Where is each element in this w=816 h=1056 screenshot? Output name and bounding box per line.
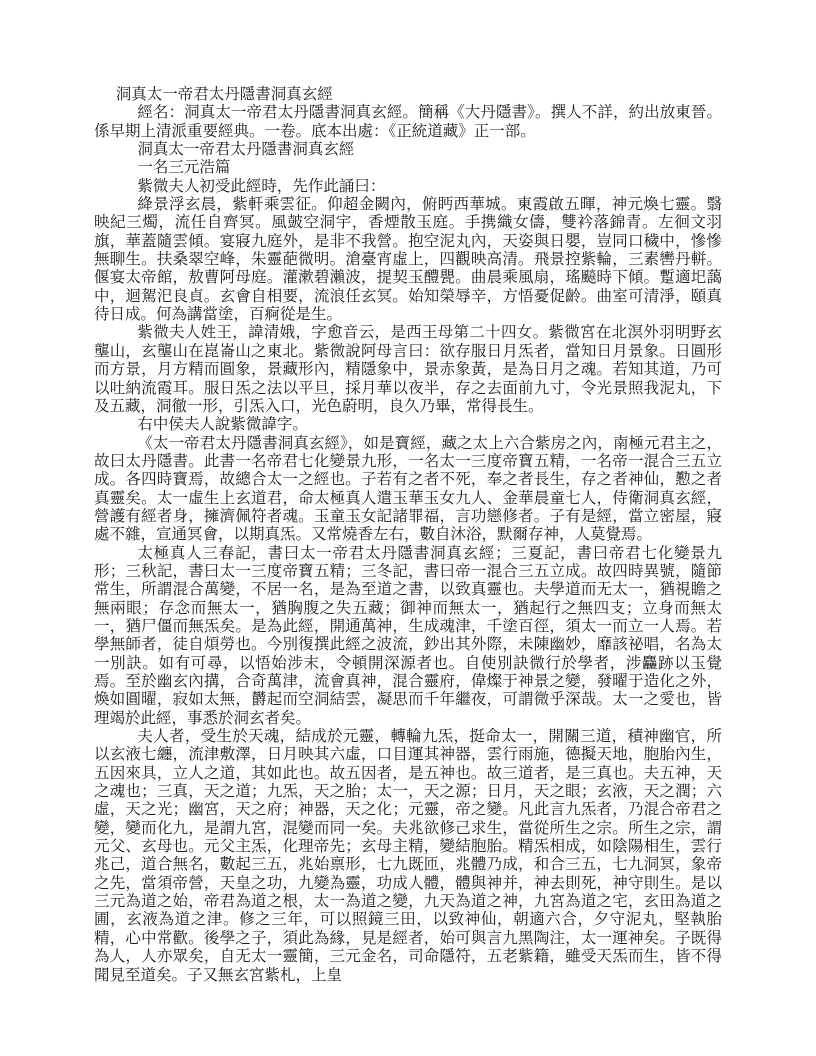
paragraph: 紫微夫人姓王，諱清娥，字愈音云，是西王母第二十四女。紫微宮在北溟外羽明野玄壟山，玄壟山在崑崙山之東北。紫微說阿母言曰：欲存服日月炁者，當知日月景象。日圓形而方景，月方精而圓象，景藏形內，精隱象中，景赤象黃，是為日月之魂。若知其道，乃可以吐納流霞耳。服日炁之法以平旦，採月華以夜半，存之去面前九寸，令光景照我泥丸，下及五藏，洞徹一形，引炁入口，光色蔚明，良久乃畢，常得長生。 bbox=[94, 324, 722, 415]
paragraph: 太極真人三春記，書曰太一帝君太丹隱書洞真玄經；三夏記，書曰帝君七化變景九形；三秋記，書曰太一三度帝寶五精；三冬記，書曰帝一混合三五立成。故四時異號，隨節常生，所謂混合萬變，不居一名，是為至道之書，以致真靈也。夫學道而无太一，猶視瞻之無兩眼；存念而無太一，猶胸腹之失五藏；御神而無太一，猶起行之無四支；立身而無太一，猶尸僵而無炁矣。是為此經，開通萬神，生成魂津，千塗百徑，須太一而立一人焉。若學無師者，徒自煩勞也。今別復撰此經之波流，鈔出其外際，未陳幽妙，靡該祕唱，名為太一別訣。如有可尋，以悟始涉末，令頓開深源者也。自使別訣微行於學者，涉麤跡以玉覺焉。至於幽玄內搆，合奇萬津，流會真神，混合靈府，偉燦于神景之變，發曜于造化之外，煥如圓曜，寂如太無，欝起而空洞結雲，凝思而千年繼夜，可謂微乎深哉。太一之愛也，皆理竭於此經，事悉於洞玄者矣。 bbox=[94, 544, 722, 727]
paragraph: 洞真太一帝君太丹隱書洞真玄經 bbox=[137, 141, 355, 159]
paragraph: 夫人者，受生於天魂，結成於元靈，轉輪九炁，挺命太一，開關三道，積神幽官，所以玄液七纏，流津敷澤，日月映其六虛，口目運其神器，雲行雨施，德擬天地，胞胎內生，五因來具，立人之道，其如此也。故五因者，是五神也。故三道者，是三真也。夫五神，天之魂也；三真，天之道；九炁，天之胎；太一，天之源；日月，天之眼；玄液，天之潤；六虛，天之光；幽宮，天之府；神器，天之化；元靈，帝之變。凡此言九炁者，乃混合帝君之變，變而化九，是謂九宮，混變而同一矣。夫兆欲修己求生，當從所生之宗。所生之宗，謂元父、玄母也。元父主炁，化理帝先；玄母主精，變結胞胎。精炁相成，如陰陽相生，雲行兆己，道合無名，數起三五，兆始禀形，七九既匝，兆體乃成，和合三五，七九洞冥，象帝之先，當須帝營，天皇之功，九變為靈，功成人體，體與神并，神去則死，神守則生。是以三元為道之始，帝君為道之根，太一為道之變，九天為道之神，九宮為道之宅，玄田為道之圃，玄液為道之津。修之三年，可以照鏡三田，以致神仙，朝適六合，夕守泥丸，堅執胎精，心中常歡。後學之子，須此為緣，見是經者，始可與言九黑陶注，太一運神矣。子既得為人，人亦眾矣，自无太一靈簡，三元金名，司命隱符，五老紫籍，雖受天炁而生，皆不得聞見至道矣。子又無玄宮紫札，上皇 bbox=[94, 728, 722, 984]
paragraph: 一名三元浩篇 bbox=[137, 159, 231, 177]
paragraph: 《太一帝君太丹隱書洞真玄經》，如是寶經，藏之太上六合紫房之內，南極元君主之，故曰太丹隱書。此書一名帝君七化變景九形，一名太一三度帝寶五精，一名帝一混合三五立成。各四時寶焉，故總合太一之經也。子若有之者不死，奉之者長生，存之者神仙，懃之者真靈矣。太一虛生上玄道君，命太極真人遣玉華玉女九人、金華晨童七人，侍衛洞真玄經，營護有經者身，擁濟佩符者魂。玉童玉女記諸罪福，言功戀修者。子有是經，當立密屋，寢處不雜，宣通冥會，以期真炁。又常燒香左右，數自沐浴，默爾存神，人莫覺焉。 bbox=[94, 434, 722, 544]
paragraph: 紫微夫人初受此經時，先作此誦曰： bbox=[137, 177, 386, 195]
document-body bbox=[94, 86, 722, 985]
paragraph: 絳景浮玄晨，紫軒乘雲征。仰超金闕內，俯眄西華城。東霞啟五暉，神元煥七靈。翳映紀三燭，流任自齊冥。風皷空洞宇，香煙散玉庭。手携織女儔，雙衿落錦青。左徊文羽旗，華蓋隨雲傾。宴寢九庭外，是非不我營。抱空泥丸內，天姿與日嬰，豈同口穢中，慘慘無聊生。扶桑翠空峰，朱靈葩微明。滄臺宵虛上，四觀映高清。飛景控紫輪，三素轡丹軿。偃宴太帝館，敖曹阿母庭。灌漱碧瀨波，提契玉醴甖。曲晨乘風扇，瑤飈時下傾。蹔適圯藹中，迴駕汜良貞。玄會自相要，流浪任玄冥。始知榮辱辛，方悟憂促齡。曲室可清淨，頤真待日成。何為講當塗，百痾從是生。 bbox=[94, 196, 722, 324]
paragraph: 經名：洞真太一帝君太丹隱書洞真玄經。簡稱《大丹隱書》。撰人不詳，約出放東晉。係早期上清派重要經典。一卷。底本出處：《正統道藏》正一部。 bbox=[94, 104, 722, 140]
paragraph: 右中侯夫人說紫微諱字。 bbox=[137, 416, 308, 434]
document-title: 洞真太一帝君太丹隱書洞真玄經 bbox=[115, 86, 333, 103]
